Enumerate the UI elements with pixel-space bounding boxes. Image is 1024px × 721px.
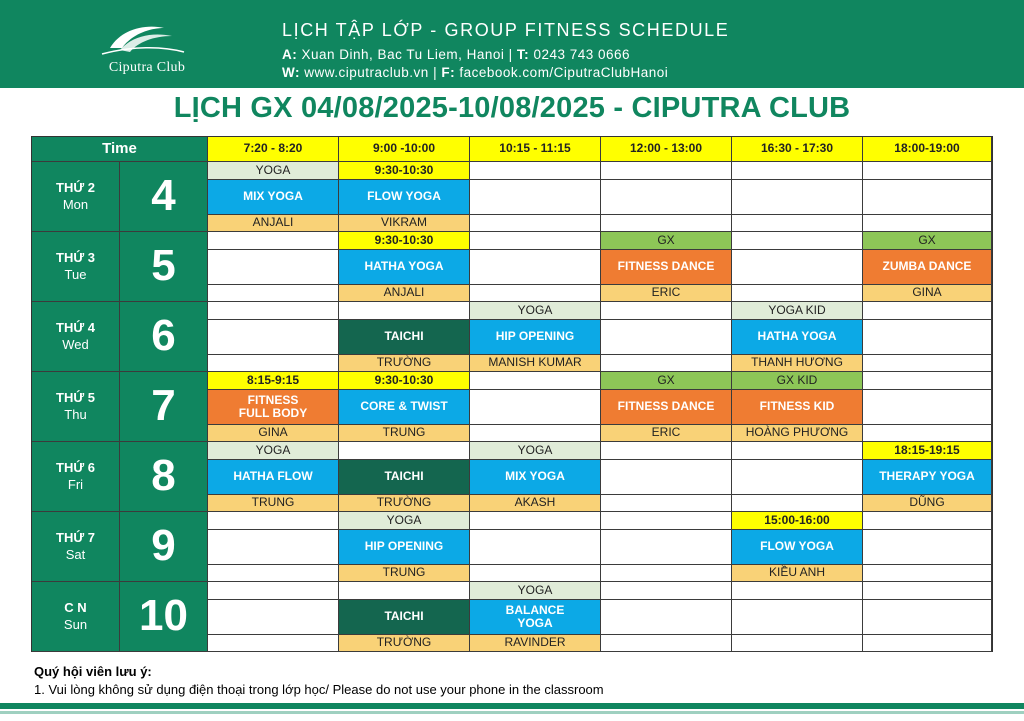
trainer-name: ERIC [601, 285, 732, 302]
schedule-cell-empty [470, 232, 601, 250]
day-date: 4 [120, 162, 208, 232]
class-time: 9:30-10:30 [339, 232, 470, 250]
day-date: 6 [120, 302, 208, 372]
class-type: YOGA [470, 302, 601, 320]
address-text: Xuan Dinh, Bac Tu Liem, Hanoi [301, 47, 505, 62]
day-date: 9 [120, 512, 208, 582]
schedule-cell-empty [601, 600, 732, 635]
trainer-name: TRUNG [208, 495, 339, 512]
schedule-cell-empty [601, 302, 732, 320]
slot-header: 7:20 - 8:20 [208, 137, 339, 162]
schedule-cell-empty [863, 390, 992, 425]
schedule-cell-empty [339, 582, 470, 600]
day-date: 10 [120, 582, 208, 652]
schedule-cell-empty [208, 320, 339, 355]
class-name: BALANCE YOGA [470, 600, 601, 635]
trainer-name: AKASH [470, 495, 601, 512]
schedule-cell-empty [863, 320, 992, 355]
class-name: THERAPY YOGA [863, 460, 992, 495]
time-header: Time [32, 137, 208, 162]
class-type: YOGA KID [732, 302, 863, 320]
day-name-vn: THỨ 6 [56, 459, 95, 475]
class-type: GX [601, 232, 732, 250]
slot-header: 12:00 - 13:00 [601, 137, 732, 162]
schedule-cell-empty [601, 215, 732, 232]
schedule-cell-empty [339, 442, 470, 460]
schedule-cell-empty [208, 635, 339, 652]
class-name: TAICHI [339, 320, 470, 355]
footer-bar-light [0, 711, 1024, 714]
schedule-cell-empty [470, 372, 601, 390]
schedule-cell-empty [863, 530, 992, 565]
schedule-cell-empty [732, 495, 863, 512]
schedule-cell-empty [601, 495, 732, 512]
schedule-cell-empty [863, 180, 992, 215]
separator: | [433, 65, 438, 80]
class-time: 18:15-19:15 [863, 442, 992, 460]
day-label [32, 372, 120, 442]
schedule-cell-empty [208, 512, 339, 530]
schedule-title: LỊCH GX 04/08/2025-10/08/2025 - CIPUTRA CLUB [173, 92, 851, 124]
class-name: CORE & TWIST [339, 390, 470, 425]
class-name: FITNESS DANCE [601, 250, 732, 285]
schedule-cell-empty [732, 285, 863, 302]
trainer-name: TRUNG [339, 425, 470, 442]
trainer-name: GINA [208, 425, 339, 442]
schedule-cell-empty [601, 512, 732, 530]
schedule-cell-empty [470, 180, 601, 215]
day-name-vn: THỨ 2 [56, 179, 95, 195]
schedule-cell-empty [470, 215, 601, 232]
class-name: FITNESS KID [732, 390, 863, 425]
schedule-cell-empty [208, 302, 339, 320]
schedule-cell-empty [601, 635, 732, 652]
schedule-cell-empty [601, 355, 732, 372]
class-name: FLOW YOGA [339, 180, 470, 215]
trainer-name: DŨNG [863, 495, 992, 512]
schedule-cell-empty [208, 565, 339, 582]
notes-title: Quý hội viên lưu ý: [34, 664, 152, 679]
day-date: 7 [120, 372, 208, 442]
schedule-cell-empty [863, 565, 992, 582]
schedule-cell-empty [732, 635, 863, 652]
class-time: 9:30-10:30 [339, 372, 470, 390]
day-name-en: Thu [64, 407, 87, 422]
day-label [32, 512, 120, 582]
day-date: 5 [120, 232, 208, 302]
class-name: FLOW YOGA [732, 530, 863, 565]
logo-swoosh-icon [92, 18, 192, 63]
schedule-cell-empty [601, 565, 732, 582]
class-name: HATHA YOGA [339, 250, 470, 285]
trainer-name: RAVINDER [470, 635, 601, 652]
schedule-cell-empty [601, 320, 732, 355]
day-label [32, 232, 120, 302]
schedule-cell-empty [863, 635, 992, 652]
header-contact-line-1 [282, 47, 630, 62]
class-type: YOGA [208, 162, 339, 180]
schedule-cell-empty [863, 215, 992, 232]
schedule-cell-empty [208, 355, 339, 372]
day-label [32, 162, 120, 232]
trainer-name: VIKRAM [339, 215, 470, 232]
slot-header: 9:00 -10:00 [339, 137, 470, 162]
schedule-cell-empty [470, 565, 601, 582]
schedule-cell-empty [601, 460, 732, 495]
class-name: FITNESS DANCE [601, 390, 732, 425]
schedule-cell-empty [470, 512, 601, 530]
day-label [32, 302, 120, 372]
trainer-name: TRƯỜNG [339, 495, 470, 512]
schedule-cell-empty [470, 390, 601, 425]
trainer-name: ERIC [601, 425, 732, 442]
schedule-cell-empty [601, 582, 732, 600]
day-name-vn: THỨ 7 [56, 529, 95, 545]
class-type: YOGA [208, 442, 339, 460]
web-label: W: [282, 65, 300, 80]
trainer-name: MANISH KUMAR [470, 355, 601, 372]
schedule-cell-empty [732, 582, 863, 600]
day-name-vn: THỨ 5 [56, 389, 95, 405]
schedule-cell-empty [208, 600, 339, 635]
schedule-cell-empty [863, 162, 992, 180]
schedule-cell-empty [208, 582, 339, 600]
trainer-name: KIỀU ANH [732, 565, 863, 582]
web-link[interactable]: www.ciputraclub.vn [304, 65, 429, 80]
trainer-name: TRƯỜNG [339, 355, 470, 372]
schedule-cell-empty [863, 355, 992, 372]
phone-text: 0243 743 0666 [533, 47, 631, 62]
note-item: 1. Vui lòng không sử dụng điện thoại trong lớp học/ Please do not use your phone in the classroom [34, 682, 604, 697]
day-name-en: Sat [65, 547, 86, 562]
header-contact-line-2 [282, 65, 668, 80]
trainer-name: ANJALI [339, 285, 470, 302]
schedule-cell-empty [208, 285, 339, 302]
trainer-name: THANH HƯƠNG [732, 355, 863, 372]
day-name-vn: THỨ 3 [56, 249, 95, 265]
day-name-vn: THỨ 4 [56, 319, 95, 335]
class-type: GX KID [732, 372, 863, 390]
class-type: YOGA [339, 512, 470, 530]
slot-header: 16:30 - 17:30 [732, 137, 863, 162]
class-time: 9:30-10:30 [339, 162, 470, 180]
day-label [32, 582, 120, 652]
schedule-cell-empty [470, 250, 601, 285]
day-label [32, 442, 120, 512]
schedule-cell-empty [732, 442, 863, 460]
class-name: FITNESS FULL BODY [208, 390, 339, 425]
class-name: HIP OPENING [470, 320, 601, 355]
schedule-table [31, 136, 993, 652]
slot-header: 18:00-19:00 [863, 137, 992, 162]
class-name: HIP OPENING [339, 530, 470, 565]
facebook-link[interactable]: facebook.com/CiputraClubHanoi [459, 65, 669, 80]
trainer-name: ANJALI [208, 215, 339, 232]
footer-bar [0, 703, 1024, 709]
schedule-cell-empty [339, 302, 470, 320]
schedule-cell-empty [208, 232, 339, 250]
trainer-name: HOÀNG PHƯƠNG [732, 425, 863, 442]
schedule-cell-empty [863, 582, 992, 600]
schedule-cell-empty [208, 250, 339, 285]
schedule-cell-empty [863, 425, 992, 442]
day-name-en: Wed [62, 337, 89, 352]
schedule-cell-empty [732, 215, 863, 232]
schedule-cell-empty [732, 180, 863, 215]
schedule-cell-empty [208, 530, 339, 565]
header-title: LỊCH TẬP LỚP - GROUP FITNESS SCHEDULE [282, 20, 730, 40]
schedule-cell-empty [732, 600, 863, 635]
slot-header: 10:15 - 11:15 [470, 137, 601, 162]
header-banner [0, 0, 1024, 88]
day-name-en: Fri [67, 477, 84, 492]
ciputra-logo [92, 18, 192, 78]
schedule-cell-empty [601, 442, 732, 460]
address-label: A: [282, 47, 298, 62]
schedule-cell-empty [732, 460, 863, 495]
class-name: HATHA YOGA [732, 320, 863, 355]
day-date: 8 [120, 442, 208, 512]
class-name: TAICHI [339, 600, 470, 635]
schedule-cell-empty [732, 250, 863, 285]
day-name-vn: C N [64, 599, 87, 615]
schedule-cell-empty [601, 162, 732, 180]
schedule-cell-empty [470, 530, 601, 565]
class-type: GX [863, 232, 992, 250]
schedule-cell-empty [470, 285, 601, 302]
day-name-en: Tue [64, 267, 87, 282]
schedule-cell-empty [601, 180, 732, 215]
schedule-cell-empty [863, 302, 992, 320]
trainer-name: TRUNG [339, 565, 470, 582]
logo-text: Ciputra Club [108, 60, 186, 75]
class-type: YOGA [470, 582, 601, 600]
class-name: MIX YOGA [470, 460, 601, 495]
class-time: 15:00-16:00 [732, 512, 863, 530]
schedule-cell-empty [863, 372, 992, 390]
class-time: 8:15-9:15 [208, 372, 339, 390]
day-name-en: Sun [63, 617, 88, 632]
schedule-cell-empty [470, 162, 601, 180]
schedule-cell-empty [601, 530, 732, 565]
schedule-cell-empty [863, 512, 992, 530]
class-name: HATHA FLOW [208, 460, 339, 495]
facebook-label: F: [441, 65, 456, 80]
separator: | [508, 47, 513, 62]
class-name: ZUMBA DANCE [863, 250, 992, 285]
class-name: TAICHI [339, 460, 470, 495]
schedule-cell-empty [470, 425, 601, 442]
class-type: YOGA [470, 442, 601, 460]
schedule-cell-empty [863, 600, 992, 635]
phone-label: T: [516, 47, 530, 62]
day-name-en: Mon [62, 197, 89, 212]
class-type: GX [601, 372, 732, 390]
trainer-name: GINA [863, 285, 992, 302]
trainer-name: TRƯỜNG [339, 635, 470, 652]
class-name: MIX YOGA [208, 180, 339, 215]
schedule-cell-empty [732, 162, 863, 180]
schedule-cell-empty [732, 232, 863, 250]
